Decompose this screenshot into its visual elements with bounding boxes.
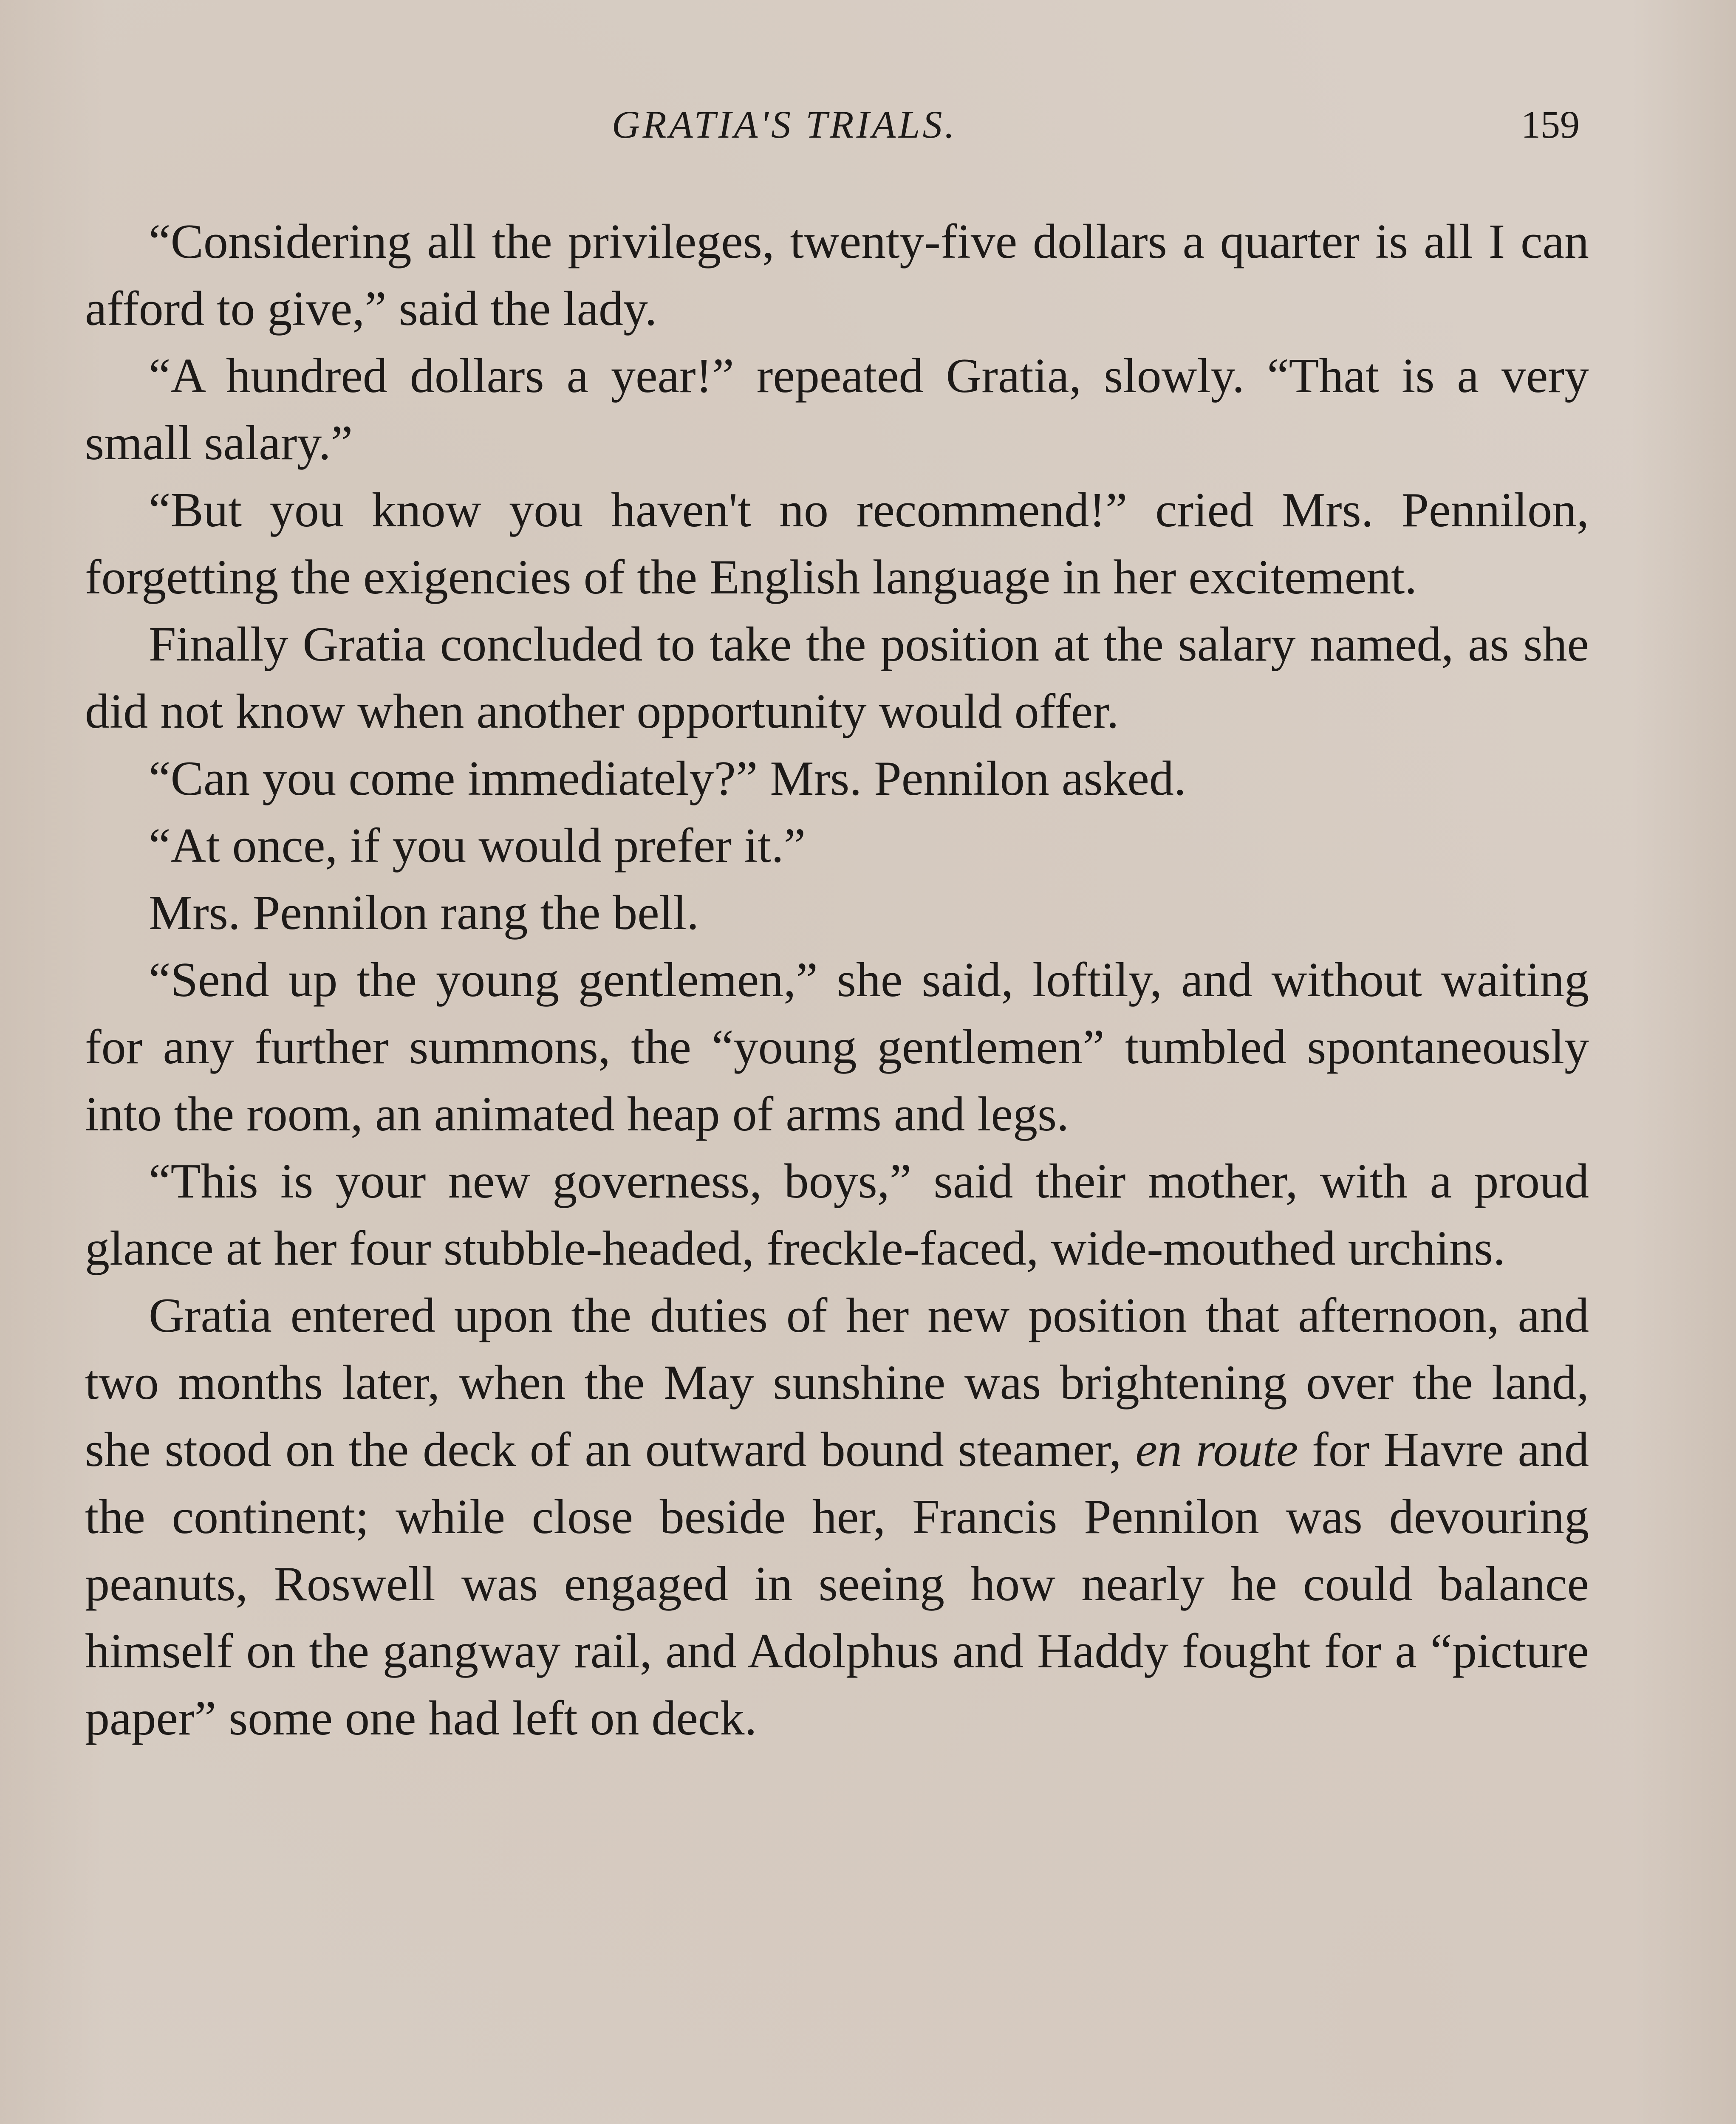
running-title: GRATIA'S TRIALS. <box>612 103 957 146</box>
paragraph-text: for Havre and the continent; while close beside her, Francis Pennilon was devouring peanuts, Roswell was engaged in seeing how nearly he could balance himself on the gangway rail, and Adolphus and Haddy fought for a “picture paper” some one had left on deck. <box>85 1423 1589 1746</box>
paragraph: Finally Gratia concluded to take the position at the salary named, as she did not know when another opportunity would offer. <box>85 617 1589 739</box>
paragraph: Mrs. Pennilon rang the bell. <box>149 886 699 940</box>
paragraph: “At once, if you would prefer it.” <box>149 819 806 873</box>
italic-phrase: en route <box>1135 1423 1298 1477</box>
paragraph: “Considering all the privileges, twenty-five dollars a quarter is all I can afford to give,” said the lady. <box>85 215 1589 336</box>
running-head <box>0 102 1736 157</box>
paragraph: “But you know you haven't no recommend!” cried Mrs. Pennilon, forgetting the exigencies of the English language in her excitement. <box>85 483 1589 604</box>
paragraph <box>85 1282 1589 1752</box>
paragraph: “Can you come immediately?” Mrs. Pennilon asked. <box>149 751 1186 806</box>
paragraph: “Send up the young gentlemen,” she said, loftily, and without waiting for any further summons, the “young gentlemen” tumbled spontaneously into the room, an animated heap of arms and legs. <box>85 953 1589 1141</box>
paragraph-text: Gratia entered upon the duties of her new position that afternoon, and two months later, when the May sunshine was brightening over the land, she stood on the deck of an outward bound steamer, <box>85 1288 1589 1477</box>
paragraph: “This is your new governess, boys,” said their mother, with a proud glance at her four stubble-headed, freckle-faced, wide-mouthed urchins. <box>85 1154 1589 1276</box>
paragraph: “A hundred dollars a year!” repeated Gratia, slowly. “That is a very small salary.” <box>85 349 1589 470</box>
body-text <box>85 208 1589 1752</box>
page-number: 159 <box>1521 103 1580 146</box>
